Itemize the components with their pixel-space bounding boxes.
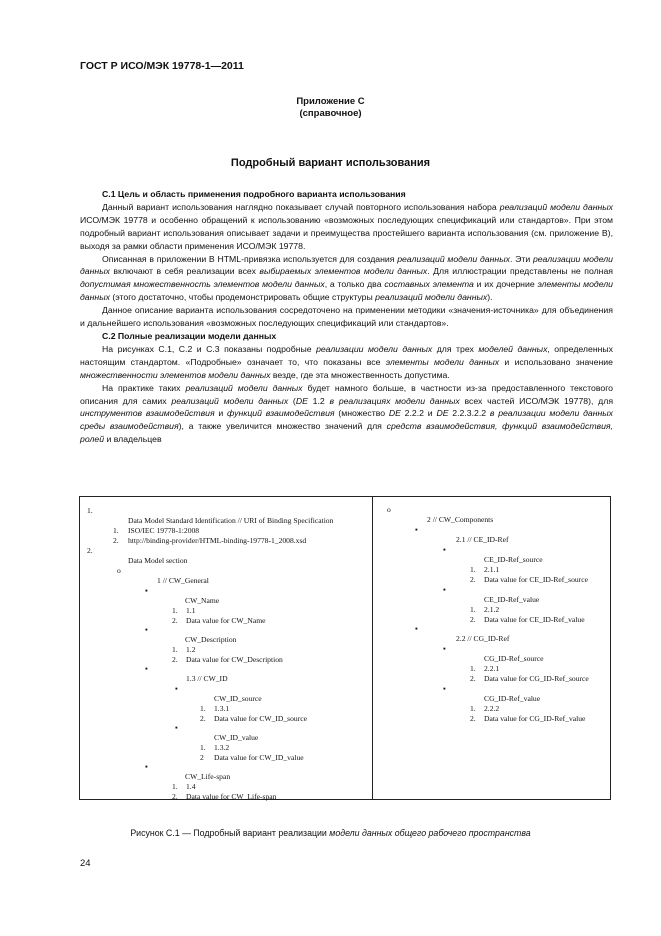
section-c1-heading: С.1 Цель и область применения подробного варианта использования — [102, 189, 406, 199]
square-bullet-icon: ▪ — [443, 585, 446, 594]
list-item: Data value for CW_Description — [186, 655, 283, 664]
list-number: 1. — [470, 565, 476, 574]
element-name: CE_ID-Ref_value — [484, 595, 540, 604]
list-item: 2.2.2 — [484, 704, 500, 713]
list-number: 1. — [200, 704, 206, 713]
section-c1 — [80, 188, 613, 446]
list-number: 2. — [470, 575, 476, 584]
list-number: 2. — [470, 615, 476, 624]
figure-caption: Рисунок С.1 — Подробный вариант реализации модели данных общего рабочего пространства — [130, 828, 531, 838]
list-number: 2. — [113, 536, 119, 545]
list-number: 2. — [200, 714, 206, 723]
list-item: 2.2.1 — [484, 664, 500, 673]
list-item: 1.4 — [186, 782, 196, 791]
element-name: 1.3 // CW_ID — [186, 674, 228, 683]
appendix-title: Приложение С — [296, 96, 365, 107]
element-name: CW_ID_value — [214, 733, 259, 742]
list-item: Data value for CW_ID_source — [214, 714, 307, 723]
list-number: 2. — [172, 616, 178, 625]
square-bullet-icon: ▪ — [175, 723, 178, 732]
list-item: 2.1.2 — [484, 605, 500, 614]
element-name: 2.1 // CE_ID-Ref — [456, 535, 509, 544]
list-number: 1. — [87, 506, 93, 515]
dms-label: Data Model section — [128, 556, 188, 565]
circle-bullet-icon: o — [117, 566, 121, 575]
list-item: Data value for CG_ID-Ref_value — [484, 714, 586, 723]
list-item: 1.3.2 — [214, 743, 230, 752]
paragraph-c2-1: На рисунках С.1, С.2 и С.3 показаны подробные реализации модели данных для трех моделей данных, определенных настоящим стандартом. «Подробные» означает то, что показаны все элементы модели данных и использовано значение множественности элементов модели данных везде, где эта множественность допустима. — [80, 343, 614, 380]
paragraph-c1-2: Описанная в приложении В HTML-привязка используется для создания реализаций модели данных. Эти реализации модели данных включают в себя реализации всех выбираемых элементов модели данных. Для иллюстрации представлены не полная допустимая множественность элементов модели данных, а только два составных элемента и их дочерние элементы модели данных (этого достаточно, чтобы продемонстрировать общие структуры реализаций модели данных). — [80, 253, 613, 303]
page-number: 24 — [80, 858, 91, 869]
element-name: CW_Life-span — [185, 772, 231, 781]
square-bullet-icon: ▪ — [443, 545, 446, 554]
element-name: CW_Description — [185, 635, 237, 644]
element-name: CG_ID-Ref_value — [484, 694, 541, 703]
section-c2-heading: С.2 Полные реализации модели данных — [102, 330, 277, 341]
square-bullet-icon: ▪ — [175, 684, 178, 693]
list-number: 2. — [172, 655, 178, 664]
list-item: Data value for CW_Name — [186, 616, 266, 625]
list-number: 2. — [87, 546, 93, 555]
components-label: 2 // CW_Components — [427, 515, 494, 524]
list-number: 1. — [172, 782, 178, 791]
list-item: 2.1.1 — [484, 565, 500, 574]
list-number: 1. — [172, 645, 178, 654]
square-bullet-icon: ▪ — [415, 525, 418, 534]
circle-bullet-icon: o — [387, 505, 391, 514]
square-bullet-icon: ▪ — [145, 625, 148, 634]
element-name: 2.2 // CG_ID-Ref — [456, 634, 510, 643]
list-item: ISO/IEC 19778-1:2008 — [128, 526, 200, 535]
paragraph-c2-2: На практике таких реализаций модели данных будет намного больше, в частности из-за предоставленного текстового описания для самих реализаций модели данных (DE 1.2 в реализациях модели данных всех частей ИСО/МЭК 19778), для инструментов взаимодействия и функций взаимодействия (множество DE 2.2.2 и DE 2.2.3.2.2 в реализации модели данных среды взаимодействия), а также увеличится множество значений для средств взаимодействия, функций взаимодействия, ролей и владельцев — [80, 382, 614, 445]
square-bullet-icon: ▪ — [443, 684, 446, 693]
list-number: 2. — [470, 714, 476, 723]
element-name: CG_ID-Ref_source — [484, 654, 544, 663]
square-bullet-icon: ▪ — [415, 624, 418, 633]
element-name: CW_Name — [185, 596, 220, 605]
list-item: 1.1 — [186, 606, 196, 615]
list-number: 1. — [470, 605, 476, 614]
document-header: ГОСТ Р ИСО/МЭК 19778-1—2011 — [80, 60, 244, 72]
paragraph-c1-1: Данный вариант использования наглядно показывает случай повторного использования набора реализаций модели данных ИСО/МЭК 19778 и особенно обращений к использованию «возможных последующих спецификаций или стандартов». При этом подробный вариант использования описывает задачи и преимущества простейшего варианта использования (см. приложение В), выходя за рамки области применения ИСО/МЭК 19778. — [80, 201, 613, 251]
main-title: Подробный вариант использования — [230, 157, 431, 169]
square-bullet-icon: ▪ — [443, 644, 446, 653]
list-number: 1. — [470, 664, 476, 673]
element-name: CE_ID-Ref_source — [484, 555, 543, 564]
paragraph-c1-3: Данное описание варианта использования сосредоточено на применении методики «значения-источника» для объединения и дальнейшего использования «возможных последующих спецификаций или стандартов». — [80, 305, 613, 329]
list-item: Data value for CE_ID-Ref_source — [484, 575, 588, 584]
list-item: Data value for CG_ID-Ref_source — [484, 674, 589, 683]
list-item: Data value for CW_Life-span — [186, 792, 277, 801]
dmsi-label: Data Model Standard Identification // URI of Binding Specification — [128, 516, 334, 525]
appendix-subtitle: (справочное) — [299, 108, 362, 119]
list-item: Data value for CE_ID-Ref_value — [484, 615, 585, 624]
figure-divider — [372, 496, 373, 800]
appendix-heading — [0, 96, 661, 120]
list-number: 1. — [113, 526, 119, 535]
list-number: 2. — [470, 674, 476, 683]
square-bullet-icon: ▪ — [145, 586, 148, 595]
list-item: Data value for CW_ID_value — [214, 753, 304, 762]
list-item: 1.2 — [186, 645, 196, 654]
list-item: 1.3.1 — [214, 704, 230, 713]
list-number: 1. — [200, 743, 206, 752]
list-number: 2 — [200, 753, 204, 762]
list-number: 1. — [470, 704, 476, 713]
general-label: 1 // CW_General — [157, 576, 209, 585]
element-name: CW_ID_source — [214, 694, 262, 703]
square-bullet-icon: ▪ — [145, 762, 148, 771]
square-bullet-icon: ▪ — [145, 664, 148, 673]
list-item: http://binding-provider/HTML-binding-19778-1_2008.xsd — [128, 536, 307, 545]
list-number: 1. — [172, 606, 178, 615]
list-number: 2. — [172, 792, 178, 801]
